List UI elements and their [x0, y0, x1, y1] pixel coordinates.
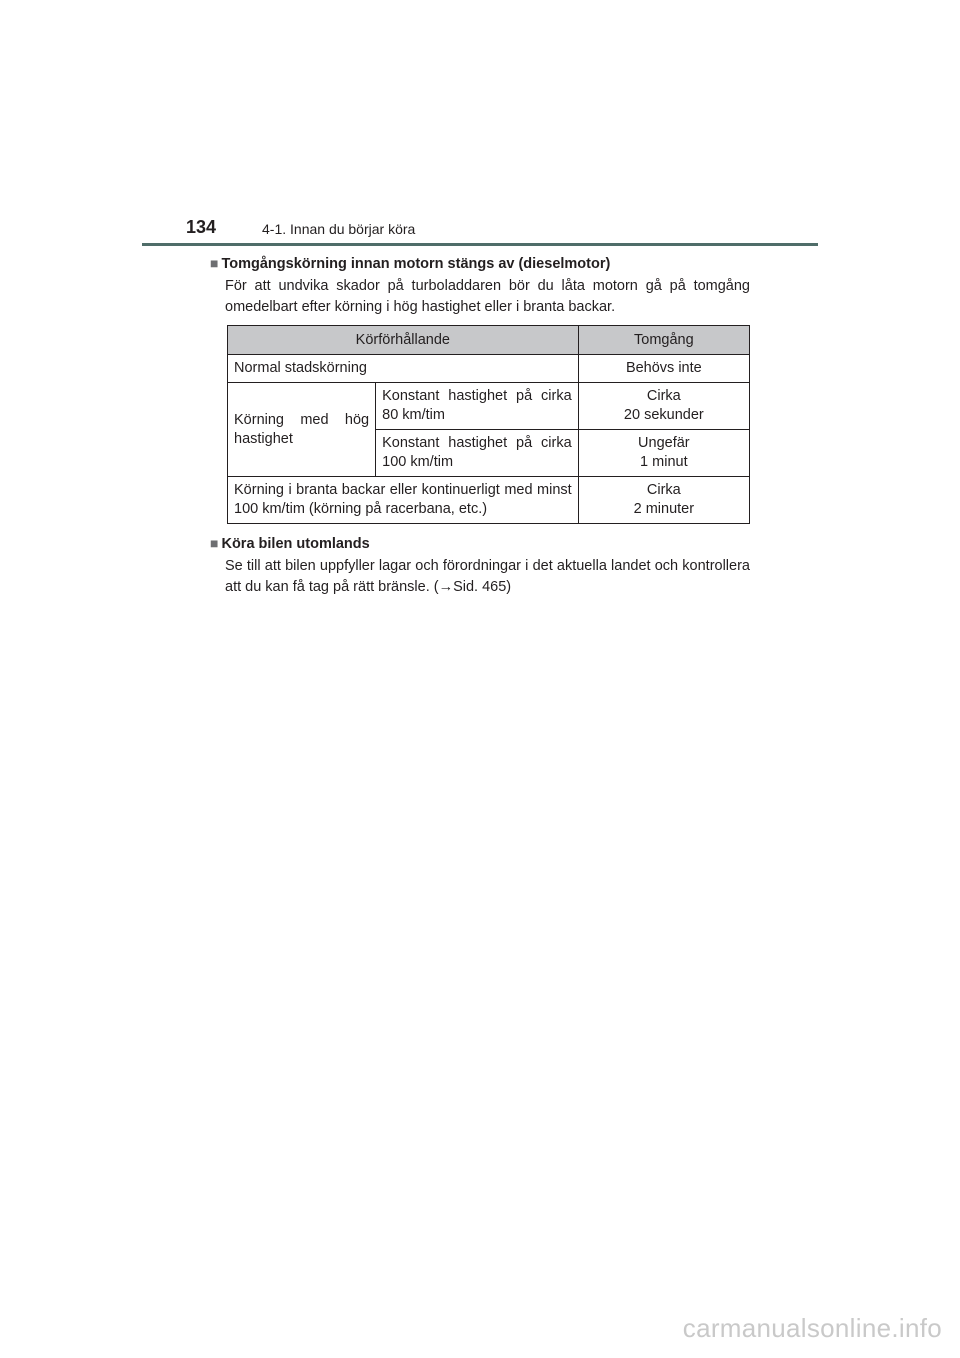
table-row: [228, 355, 750, 383]
table-cell-condition: Körning i branta backar eller kontinuerligt med minst 100 km/tim (körning på racerbana, etc.): [228, 477, 579, 524]
table-cell-condition: Konstant hastighet på cirka 100 km/tim: [376, 430, 579, 477]
header-rule: [142, 243, 818, 246]
table-cell-condition: Normal stadskörning: [228, 355, 579, 383]
table-header-condition: Körförhållande: [228, 326, 579, 355]
section-heading: [210, 533, 750, 554]
section-body: Se till att bilen uppfyller lagar och förordningar i det aktuella landet och kontrollera att du kan få tag på rätt bränsle. (→Sid. 465): [225, 558, 750, 595]
table-cell-condition: Konstant hastighet på cirka 80 km/tim: [376, 383, 579, 430]
idle-line: Ungefär: [638, 435, 690, 451]
table-cell-group: Körning med hög hastighet: [228, 383, 376, 477]
section-heading-text: Köra bilen utomlands: [221, 536, 370, 552]
section-idling: [210, 253, 750, 318]
section-body: För att undvika skador på turboladdaren bör du låta motorn gå på tomgång omedelbart efter körning i hög hastighet eller i branta backar.: [225, 278, 750, 315]
table-cell-idle: [578, 383, 749, 430]
table-cell-idle: [578, 430, 749, 477]
square-bullet-icon: ■: [210, 255, 219, 271]
table-cell-idle: Behövs inte: [578, 355, 749, 383]
table-row: [228, 383, 750, 430]
section-heading-text: Tomgångskörning innan motorn stängs av (dieselmotor): [221, 256, 611, 272]
square-bullet-icon: ■: [210, 535, 219, 551]
table-header-idle: Tomgång: [578, 326, 749, 355]
idle-line: 2 minuter: [633, 501, 695, 517]
idle-time-table: [227, 325, 750, 524]
idle-line: Cirka: [646, 482, 681, 498]
table-cell-idle: [578, 477, 749, 524]
chapter-title: 4-1. Innan du börjar köra: [262, 221, 416, 237]
section-heading: [210, 253, 750, 274]
section-abroad: [210, 533, 750, 598]
watermark-logo: carmanualsonline.info: [682, 1313, 942, 1343]
idle-line: 20 sekunder: [623, 407, 704, 423]
page-number: 134: [186, 217, 217, 237]
idle-line: 1 minut: [640, 454, 688, 470]
table-row: [228, 477, 750, 524]
table-header-row: [228, 326, 750, 355]
idle-line: Cirka: [646, 388, 681, 404]
